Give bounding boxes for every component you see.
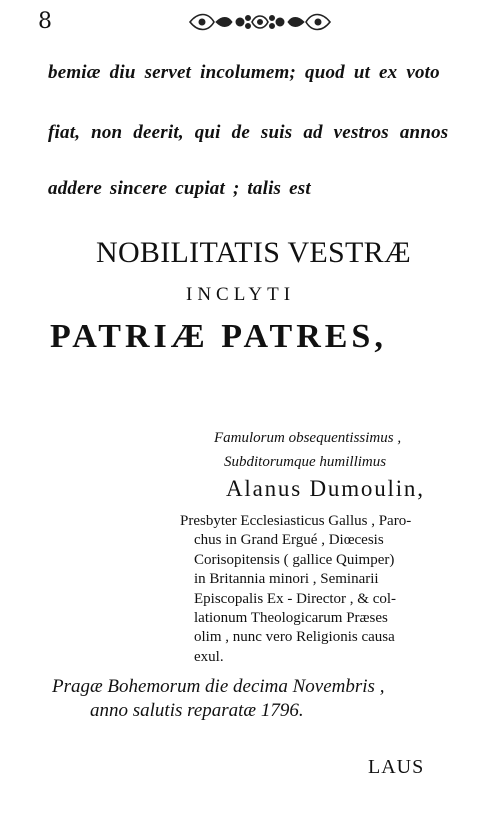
word: quod <box>305 62 345 83</box>
word: ex <box>379 62 398 83</box>
catchword: LAUS <box>368 756 425 778</box>
word: , <box>178 122 184 143</box>
heading-inclyti: INCLYTI <box>186 284 296 305</box>
word: vestros <box>333 122 389 143</box>
dateline-line-2: anno salutis reparatæ 1796. <box>90 700 304 721</box>
dateline-line-1: Pragæ Bohemorum die decima Novembris , <box>52 676 385 697</box>
signature-line-1: Famulorum obsequentissimus , <box>214 430 402 446</box>
page-number: 8 <box>38 9 52 34</box>
body-line-3 <box>48 178 468 200</box>
heading-nobilitatis: NOBILITATIS VESTRÆ <box>96 236 411 269</box>
word: est <box>289 178 311 199</box>
credentials-line: chus in Grand Ergué , Diœcesis <box>194 532 384 549</box>
credentials-line: exul. <box>194 648 224 665</box>
credentials-line: Episcopalis Ex - Director , & col- <box>194 590 397 607</box>
author-credentials <box>180 512 470 667</box>
word: talis <box>247 178 282 199</box>
credentials-line: olim , nunc vero Religionis causa <box>194 629 395 646</box>
word: ut <box>353 62 371 83</box>
word: cupiat <box>175 178 225 199</box>
word: ; <box>289 62 297 83</box>
signature-line-2: Subditorumque humillimus <box>224 454 387 470</box>
word: ; <box>232 178 240 199</box>
word: qui <box>194 122 221 143</box>
word: de <box>231 122 250 143</box>
word: incolumem <box>200 62 290 83</box>
word: suis <box>260 122 293 143</box>
heading-patriae-patres: PATRIÆ PATRES, <box>50 318 387 355</box>
author-name: Alanus Dumoulin, <box>226 476 425 501</box>
floral-ornament-icon <box>186 10 334 34</box>
word: ad <box>303 122 323 143</box>
credentials-line: Corisopitensis ( gallice Quimper) <box>194 551 395 568</box>
word: diu <box>109 62 136 83</box>
word: annos <box>399 122 449 143</box>
credentials-line: in Britannia minori , Seminarii <box>194 571 379 588</box>
credentials-line: Presbyter Ecclesiasticus Gallus , Paro- <box>180 513 412 529</box>
word: fiat <box>48 122 76 143</box>
word: voto <box>406 62 440 83</box>
word: servet <box>144 62 192 83</box>
word: deerit <box>133 122 179 143</box>
word: addere <box>48 178 102 199</box>
word: , <box>75 122 81 143</box>
body-line-1 <box>48 62 468 84</box>
word: bemiæ <box>48 62 101 83</box>
word: sincere <box>109 178 168 199</box>
credentials-line: lationum Theologicarum Præses <box>194 610 388 627</box>
body-line-2 <box>48 122 468 144</box>
word: non <box>91 122 123 143</box>
